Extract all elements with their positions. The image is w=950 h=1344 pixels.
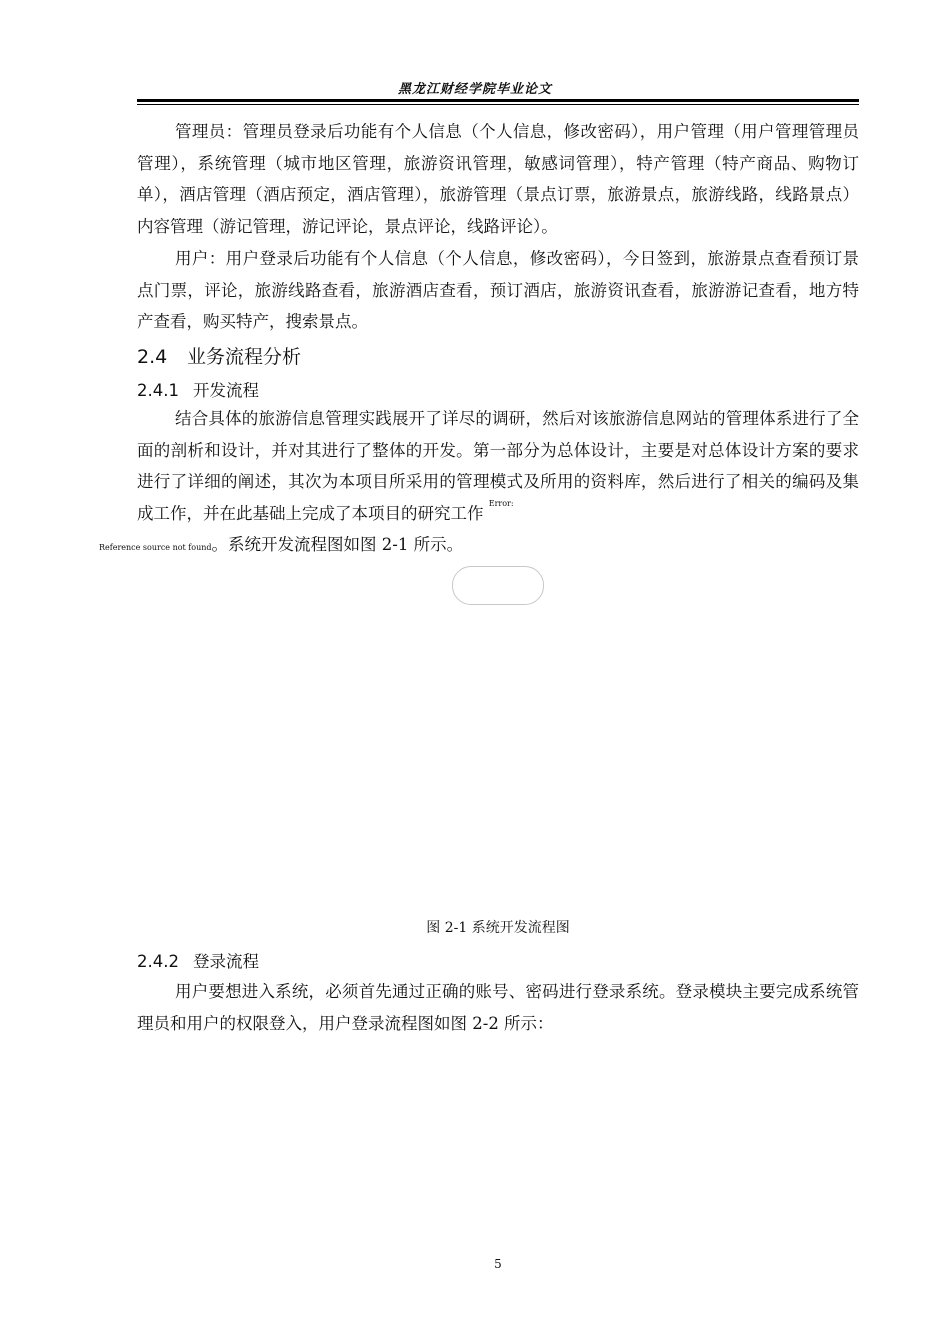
- login-paragraph: 用户要想进入系统，必须首先通过正确的账号、密码进行登录系统。登录模块主要完成系统管理员和用户的权限登入，用户登录流程图如图 2-2 所示：: [137, 982, 859, 1033]
- section-heading-2-4-1: [137, 377, 259, 401]
- section-title: 业务流程分析: [187, 346, 302, 368]
- header-rule-thin: [137, 104, 859, 105]
- section-number: 2.4: [137, 346, 168, 368]
- user-paragraph: 用户：用户登录后功能有个人信息（个人信息，修改密码），今日签到，旅游景点查看预订景点门票，评论，旅游线路查看，旅游酒店查看，预订酒店，旅游资讯查看，旅游游记查看，地方特产查看，购买特产，搜索景点。: [137, 249, 859, 331]
- error-reference-text: Reference source not found: [99, 543, 212, 552]
- section-heading-2-4: [137, 342, 301, 369]
- admin-paragraph: 管理员：管理员登录后功能有个人信息（个人信息，修改密码），用户管理（用户管理管理员管理），系统管理（城市地区管理，旅游资讯管理，敏感词管理），特产管理（特产商品、购物订单），酒店管理（酒店预定，酒店管理），旅游管理（景点订票，旅游景点，旅游线路，线路景点）内容管理（游记管理，游记评论，景点评论，线路评论）。: [137, 122, 859, 236]
- flowchart-start-node: [452, 566, 544, 605]
- dev-paragraph: [99, 403, 859, 564]
- running-header: 黑龙江财经学院毕业论文: [397, 82, 552, 97]
- header-rule-thick: [137, 99, 859, 102]
- dev-paragraph-main: 结合具体的旅游信息管理实践展开了详尽的调研，然后对该旅游信息网站的管理体系进行了全面的剖析和设计，并对其进行了整体的开发。第一部分为总体设计，主要是对总体设计方案的要求进行了详细的阐述，其次为本项目所采用的管理模式及所用的资料库，然后进行了相关的编码及集成工作，并在此基础上完成了本项目的研究工作: [137, 409, 859, 523]
- subsection-title: 开发流程: [193, 381, 259, 400]
- page-number: 5: [494, 1257, 502, 1271]
- subsection-number: 2.4.1: [137, 381, 179, 400]
- dev-paragraph-tail: 。系统开发流程图如图 2-1 所示。: [211, 535, 464, 554]
- subsection-title: 登录流程: [193, 952, 259, 971]
- figure-caption: 图 2-1 系统开发流程图: [426, 920, 570, 936]
- error-superscript: Error:: [488, 498, 514, 508]
- section-heading-2-4-2: [137, 948, 259, 972]
- subsection-number: 2.4.2: [137, 952, 179, 971]
